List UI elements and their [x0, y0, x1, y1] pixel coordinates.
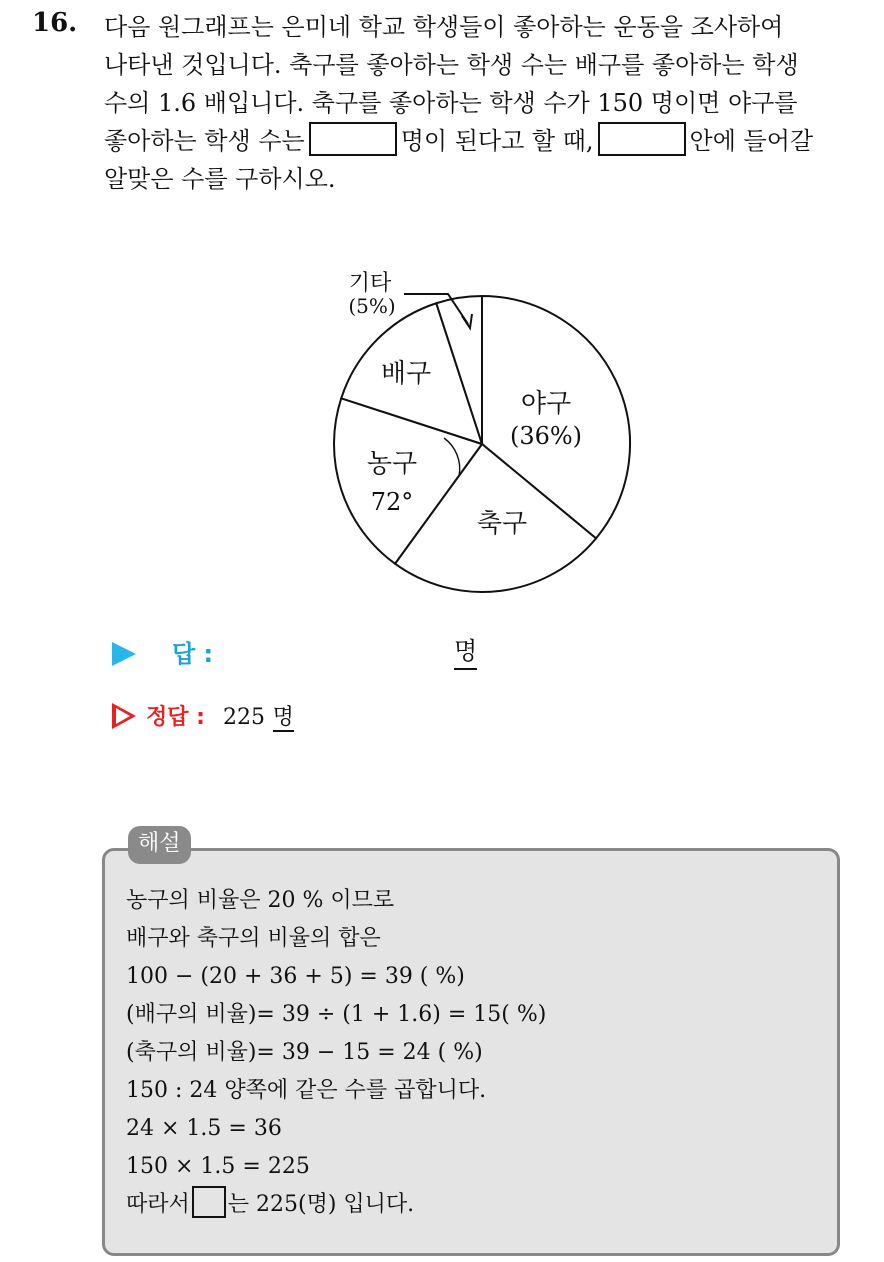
explanation-line: 150 × 1.5 = 225 — [126, 1154, 310, 1179]
question-line — [104, 122, 874, 160]
slice-label-soccer: 축구 — [476, 509, 528, 539]
question-number: 16. — [32, 8, 78, 38]
outline-triangle-icon — [112, 703, 136, 729]
explanation-line: 100 − (20 + 36 + 5) = 39 ( %) — [126, 964, 465, 989]
play-triangle-icon — [112, 642, 136, 666]
slice-label-volleyball: 배구 — [380, 359, 432, 389]
slice-sublabel-etc: (5%) — [348, 294, 396, 318]
answer-unit: 명 — [454, 636, 477, 670]
explanation-line — [126, 1186, 546, 1224]
pie-chart-slices — [334, 296, 630, 592]
correct-answer-label: 정답 : — [146, 705, 205, 730]
slice-sublabel-baseball: (36%) — [509, 422, 583, 450]
slice-sublabel-basketball: 72° — [370, 488, 414, 516]
explanation-line: 배구와 축구의 비율의 합은 — [126, 926, 381, 951]
explanation-tag: 해설 — [128, 826, 191, 864]
correct-answer-unit: 명 — [272, 705, 294, 730]
slice-label-baseball: 야구 — [520, 389, 572, 419]
explanation-line: (축구의 비율)= 39 − 15 = 24 ( %) — [126, 1040, 483, 1065]
explanation-line: 24 × 1.5 = 36 — [126, 1116, 282, 1141]
question-line: 알맞은 수를 구하시오. — [104, 165, 336, 193]
correct-answer-value: 225 — [222, 705, 265, 730]
explanation-text — [126, 882, 546, 1224]
question-line-part: 명이 된다고 할 때, — [400, 127, 594, 155]
correct-answer-row — [112, 700, 294, 731]
answer-row — [112, 634, 213, 669]
slice-label-etc: 기타 — [348, 271, 392, 296]
explanation-line-part: 는 225(명) 입니다. — [227, 1192, 415, 1217]
answer-blank-box — [192, 1186, 226, 1218]
pie-chart — [300, 250, 640, 600]
answer-blank-box — [309, 122, 397, 156]
question-line: 수의 1.6 배입니다. 축구를 좋아하는 학생 수가 150 명이면 야구를 — [104, 89, 798, 117]
question-line: 다음 원그래프는 은미네 학교 학생들이 좋아하는 운동을 조사하여 — [104, 13, 784, 41]
explanation-line: 농구의 비율은 20 % 이므로 — [126, 888, 395, 913]
slice-label-basketball: 농구 — [366, 449, 418, 479]
explanation-line: (배구의 비율)= 39 ÷ (1 + 1.6) = 15( %) — [126, 1002, 547, 1027]
explanation-line: 150 : 24 양쪽에 같은 수를 곱합니다. — [126, 1078, 487, 1103]
question-text — [104, 8, 874, 198]
question-line-part: 안에 들어갈 — [689, 127, 814, 155]
explanation-line-part: 따라서 — [126, 1192, 190, 1217]
question-line: 나타낸 것입니다. 축구를 좋아하는 학생 수는 배구를 좋아하는 학생 — [104, 51, 799, 79]
answer-blank-box — [598, 122, 686, 156]
question-line-part: 좋아하는 학생 수는 — [104, 127, 305, 155]
answer-label: 답 : — [172, 640, 214, 668]
